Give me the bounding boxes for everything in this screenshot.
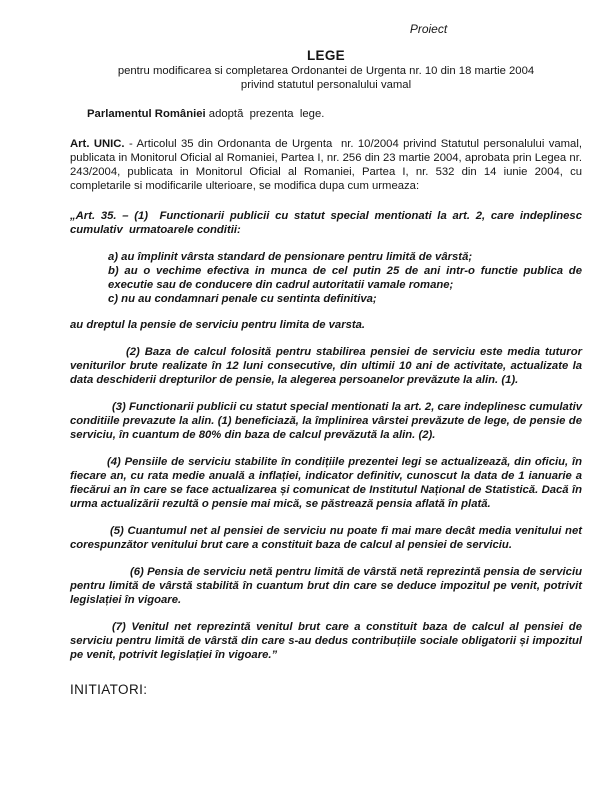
condition-item-b: b) au o vechime efectiva in munca de cel putin 25 de ani intr-o functie publica de executie sau de conducere din cadrul autoritatii vamale romane; <box>108 265 582 291</box>
art35-paragraph-3: (3) Functionarii publicii cu statut special mentionati la art. 2, care indeplinesc cumulativ conditiile prevazute la alin. (1) beneficiază, la împlinirea vârstei prevăzute de lege, de pensie de serviciu, în cuantum de 80% din baza de calcul prevăzută la alin. (2). <box>70 401 582 441</box>
proiect-tag: Proiect <box>409 22 448 36</box>
law-title: LEGE <box>307 48 345 63</box>
parliament-paragraph <box>70 107 582 121</box>
law-subtitle-line-1: pentru modificarea si completarea Ordonantei de Urgenta nr. 10 din 18 martie 2004 <box>117 65 535 77</box>
art35-paragraph-5: (5) Cuantumul net al pensiei de serviciu nu poate fi mai mare decât media venitului net corespunzător venitului brut care a constituit baza de calcul al pensiei de serviciu. <box>70 525 582 551</box>
article-unic-text: - Articolul 35 din Ordonanta de Urgenta nr. 10/2004 privind Statutul personalului vamal, publicata in Monitorul Oficial al Romaniei, Partea I, nr. 256 din 23 martie 2004, aprobata prin Legea nr. 243/2004, publicata in Monitorul Oficial al Romaniei, Partea I, nr. 532 din 14 iunie 2004, cu completarile si modificarile ulterioare, se modifica dupa cum urmeaza: <box>70 138 582 192</box>
parliament-bold-lead: Parlamentul României <box>87 108 206 120</box>
title-block <box>70 48 582 92</box>
condition-item-a: a) au împlinit vârsta standard de pensionare pentru limită de vârstă; <box>108 251 473 263</box>
condition-item-c: c) nu au condamnari penale cu sentinta definitiva; <box>108 293 377 305</box>
art35-paragraph-6: (6) Pensia de serviciu netă pentru limită de vârstă netă reprezintă pensia de serviciu pentru limită de vârstă stabilită în cuantum brut din care se deduce impozitul pe venit, potrivit legislației în vigoare. <box>70 566 582 606</box>
art35-conclusion: au dreptul la pensie de serviciu pentru limita de varsta. <box>70 319 366 331</box>
art35-paragraph-1: „Art. 35. – (1) Functionarii publicii cu statut special mentionati la art. 2, care indeplinesc cumulativ urmatoarele conditii: <box>70 210 582 236</box>
article-unic-bold-lead: Art. UNIC. <box>70 138 125 150</box>
conditions-list <box>70 250 582 306</box>
initiators-label: INITIATORI: <box>70 682 148 697</box>
article-unic-paragraph <box>70 137 582 193</box>
law-subtitle-line-2: privind statutul personalului vamal <box>240 79 412 91</box>
art35-paragraph-7: (7) Venitul net reprezintă venitul brut care a constituit baza de calcul al pensiei de serviciu pentru limită de vârstă din care s-au dedus contribuțiile sociale obligatorii și impozitul pe venit, potrivit legislației în vigoare.” <box>70 621 582 661</box>
parliament-text: adoptă prezenta lege. <box>205 108 325 120</box>
art35-paragraph-4: (4) Pensiile de serviciu stabilite în condițiile prezentei legi se actualizează, din oficiu, în fiecare an, cu rata medie anuală a inflației, indicator definitiv, cunoscut la data de 1 ianuarie a fiecărui an în care se face actualizarea și comunicat de Institutul Național de Statistică. Dacă în urma actualizării rezultă o pensie mai mică, se păstrează pensia aflată în plată. <box>70 456 582 510</box>
art35-paragraph-2: (2) Baza de calcul folosită pentru stabilirea pensiei de serviciu este media tuturor veniturilor brute realizate în 12 luni consecutive, din ultimii 10 ani de activitate, actualizate la data deschiderii drepturilor de pensie, la alegerea persoanelor prevăzute la alin. (1). <box>70 346 582 386</box>
